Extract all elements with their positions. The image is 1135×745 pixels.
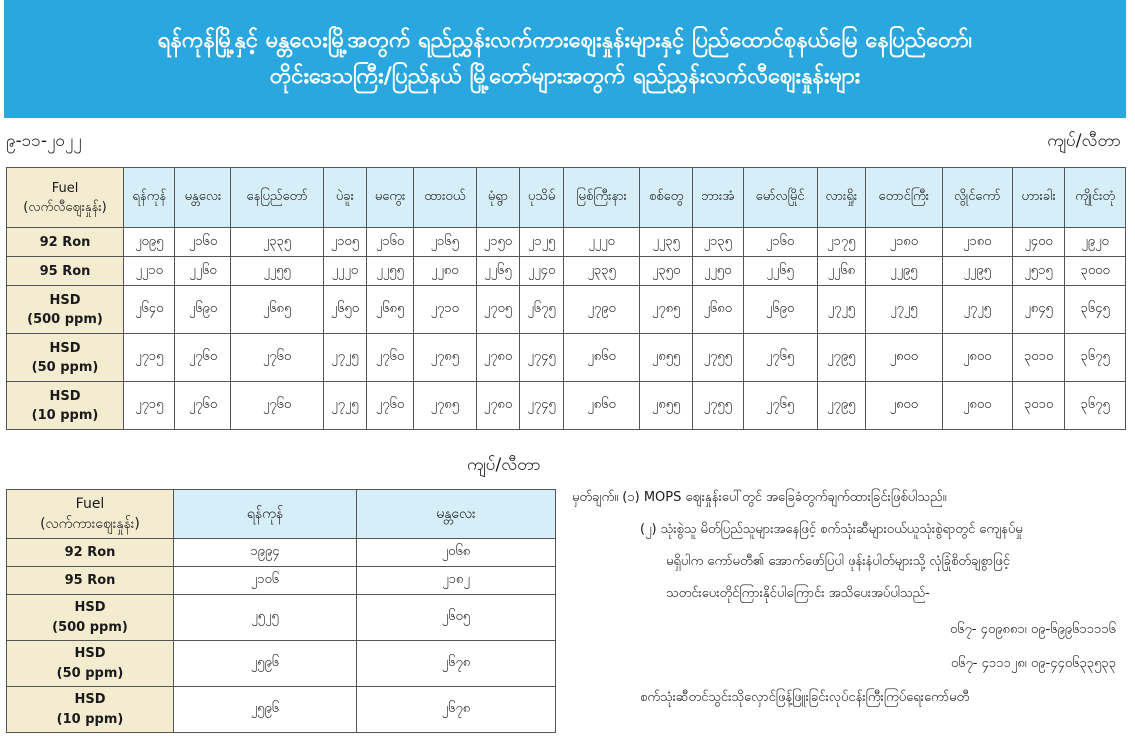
price-cell: ၂၇၅၅ <box>692 382 743 430</box>
fuel-type-grade: (50 ppm) <box>56 665 124 681</box>
price-cell: ၂၂၆၈ <box>817 257 865 286</box>
fuel-type-cell <box>7 334 124 382</box>
price-cell: ၂၇၆၀ <box>367 334 414 382</box>
price-cell: ၂၃၃၅ <box>563 257 640 286</box>
city-header: ဟားခါး <box>1012 168 1064 228</box>
price-cell: ၂၃၃၅ <box>231 228 323 257</box>
city-header: မန္တလေး <box>356 490 555 539</box>
price-cell: ၂၂၆၅ <box>743 257 817 286</box>
price-cell: ၂၇၂၅ <box>323 334 367 382</box>
city-header: မုံရွာ <box>476 168 520 228</box>
price-cell: ၂၀၆၈ <box>356 539 555 567</box>
table-row <box>7 382 1126 430</box>
wholesale-table-body <box>7 539 556 733</box>
price-cell: ၂၂၅၅ <box>367 257 414 286</box>
fuel-type-name: 95 Ron <box>39 263 91 279</box>
wholesale-header-row <box>7 490 556 539</box>
fuel-header-title: Fuel <box>75 496 105 512</box>
price-cell: ၂၃၅၀ <box>640 257 693 286</box>
price-cell: ၂၈၄၅ <box>1012 286 1064 334</box>
price-cell: ၂၇၉၅ <box>817 382 865 430</box>
price-cell: ၂၈၀၀ <box>866 334 942 382</box>
city-header: ရန်ကုန် <box>124 168 175 228</box>
fuel-type-cell <box>7 228 124 257</box>
price-cell: ၂၁၂၅ <box>520 228 564 257</box>
fuel-type-cell <box>7 539 174 567</box>
price-cell: ၂၆၇၈ <box>356 641 555 687</box>
price-cell: ၂၆၈၅ <box>231 286 323 334</box>
fuel-type-name: HSD <box>49 388 81 404</box>
fuel-type-name: HSD <box>49 340 81 356</box>
price-cell: ၂၂၂၀ <box>563 228 640 257</box>
price-cell: ၂၂၄၀ <box>520 257 564 286</box>
price-cell: ၂၅၉၆ <box>174 641 357 687</box>
price-cell: ၂၂၃၅ <box>640 228 693 257</box>
price-cell: ၂၁၈၂ <box>356 567 555 595</box>
price-cell: ၂၅၂၅ <box>174 595 357 641</box>
price-cell: ၂၁၇၅ <box>817 228 865 257</box>
fuel-type-grade: (500 ppm) <box>27 311 103 327</box>
fuel-header <box>7 490 174 539</box>
table-row <box>7 641 556 687</box>
price-cell: ၂၇၈၀ <box>476 382 520 430</box>
price-cell: ၂၁၀၅ <box>323 228 367 257</box>
price-cell: ၂၁၃၅ <box>692 228 743 257</box>
price-cell: ၂၂၉၅ <box>942 257 1012 286</box>
retail-table-body <box>7 228 1126 430</box>
price-cell: ၂၈၆၀ <box>563 334 640 382</box>
price-cell: ၂၈၆၀ <box>563 382 640 430</box>
city-header: စစ်တွေ <box>640 168 693 228</box>
price-cell: ၂၁၆၀ <box>175 228 231 257</box>
price-cell: ၂၇၂၅ <box>866 286 942 334</box>
city-header: မကွေး <box>367 168 414 228</box>
date-label: ၉-၁၁-၂၀၂၂ <box>6 131 82 151</box>
price-cell: ၂၇၄၅ <box>520 334 564 382</box>
price-cell: ၂၉၂၀ <box>1065 228 1126 257</box>
price-cell: ၂၅၁၅ <box>1012 257 1064 286</box>
price-cell: ၂၇၀၅ <box>476 286 520 334</box>
price-cell: ၂၆၈၅ <box>367 286 414 334</box>
price-cell: ၂၇၉၅ <box>817 334 865 382</box>
fuel-type-cell <box>7 595 174 641</box>
price-cell: ၂၂၂၀ <box>323 257 367 286</box>
price-cell: ၂၁၆၀ <box>367 228 414 257</box>
price-cell: ၃၀၁၀ <box>1012 334 1064 382</box>
price-cell: ၂၇၈၅ <box>413 382 476 430</box>
price-cell: ၂၇၅၅ <box>692 334 743 382</box>
price-cell: ၃၀၀၀ <box>1065 257 1126 286</box>
price-cell: ၂၁၅၀ <box>476 228 520 257</box>
price-cell: ၃၆၇၅ <box>1065 334 1126 382</box>
price-cell: ၂၈၀၀ <box>942 382 1012 430</box>
fuel-type-cell <box>7 257 124 286</box>
price-cell: ၂၇၁၅ <box>124 382 175 430</box>
price-cell: ၂၇၂၅ <box>323 382 367 430</box>
price-cell: ၂၁၆၅ <box>413 228 476 257</box>
fuel-type-name: 92 Ron <box>64 544 116 560</box>
wholesale-unit-label: ကျပ်/လီတာ <box>467 455 541 475</box>
price-cell: ၂၇၈၀ <box>476 334 520 382</box>
city-header: ဘားအံ <box>692 168 743 228</box>
price-cell: ၂၇၆၀ <box>367 382 414 430</box>
city-header: တောင်ကြီး <box>866 168 942 228</box>
price-cell: ၂၈၀၀ <box>866 382 942 430</box>
price-cell: ၂၇၆၅ <box>743 334 817 382</box>
retail-header-row <box>7 168 1126 228</box>
retail-price-table <box>6 167 1126 430</box>
fuel-type-name: HSD <box>74 599 106 615</box>
city-header: ကျိုင်းတုံ <box>1065 168 1126 228</box>
price-cell: ၂၇၁၀ <box>413 286 476 334</box>
fuel-header-subtitle: (လက်လီဈေးနှုန်း) <box>23 199 107 215</box>
city-header: မော်လမြိုင် <box>743 168 817 228</box>
city-header: နေပြည်တော် <box>231 168 323 228</box>
fuel-type-grade: (10 ppm) <box>31 407 99 423</box>
price-cell: ၂၂၁၀ <box>124 257 175 286</box>
price-cell: ၂၄၀၀ <box>1012 228 1064 257</box>
banner-title-line2: တိုင်းဒေသကြီး/ပြည်နယ် မြို့တော်များအတွက် ရည်ညွှန်းလက်လီဈေးနှုန်းများ <box>269 64 861 89</box>
note-1: မှတ်ချက်။ (၁) MOPS ဈေးနှုန်းပေါ်တွင် အခြေခံတွက်ချက်ထားခြင်းဖြစ်ပါသည်။ <box>572 490 947 505</box>
price-cell: ၁၉၉၄ <box>174 539 357 567</box>
table-row <box>7 334 1126 382</box>
price-cell: ၂၆၉၀ <box>175 286 231 334</box>
price-cell: ၂၇၉၀ <box>563 286 640 334</box>
city-header: ရန်ကုန် <box>174 490 357 539</box>
fuel-type-grade: (500 ppm) <box>52 619 128 635</box>
phone-numbers: ၀၆၇- ၄၁၁၁၂၈၊ ၀၉-၄၄၀၆၃၃၅၃၃ <box>950 656 1116 671</box>
fuel-type-cell <box>7 286 124 334</box>
price-cell: ၃၆၄၅ <box>1065 286 1126 334</box>
fuel-header <box>7 168 124 228</box>
price-cell: ၂၇၂၅ <box>817 286 865 334</box>
note-2: (၂) သုံးစွဲသူ မိတ်ပြည်သူများအနေဖြင့် စက်သုံးဆီများဝယ်ယူသုံးစွဲရာတွင် ကျေနပ်မှု <box>640 522 1023 537</box>
phone-numbers: ၀၆၇- ၄၀၉၈၈၁၊ ၀၉-၆၉၉၆၁၁၁၁၆ <box>949 622 1116 637</box>
fuel-type-cell <box>7 641 174 687</box>
fuel-type-grade: (10 ppm) <box>56 711 124 727</box>
committee-name: စက်သုံးဆီတင်သွင်းသိုလှောင်ဖြန့်ဖြူးခြင်းလုပ်ငန်းကြီးကြပ်ရေးကော်မတီ <box>640 690 970 705</box>
fuel-type-name: 92 Ron <box>39 234 91 250</box>
price-cell: ၂၂၆၀ <box>175 257 231 286</box>
price-cell: ၂၆၄၀ <box>124 286 175 334</box>
price-cell: ၂၆၉၀ <box>743 286 817 334</box>
table-row <box>7 257 1126 286</box>
price-cell: ၂၁၀၆ <box>174 567 357 595</box>
fuel-type-cell <box>7 382 124 430</box>
table-row <box>7 286 1126 334</box>
price-cell: ၂၈၅၅ <box>640 382 693 430</box>
price-cell: ၂၇၆၀ <box>231 382 323 430</box>
table-row <box>7 567 556 595</box>
price-cell: ၂၀၉၅ <box>124 228 175 257</box>
price-cell: ၂၆၀၅ <box>356 595 555 641</box>
price-cell: ၂၆၈၀ <box>692 286 743 334</box>
fuel-type-name: HSD <box>74 645 106 661</box>
price-cell: ၂၇၆၀ <box>231 334 323 382</box>
price-cell: ၂၆၇၅ <box>520 286 564 334</box>
city-header: ပုသိမ် <box>520 168 564 228</box>
price-cell: ၂၁၈၀ <box>866 228 942 257</box>
note-2-continued: သတင်းပေးတိုင်ကြားနိုင်ပါကြောင်း အသိပေးအပ်ပါသည်- <box>666 586 930 601</box>
table-row <box>7 687 556 733</box>
fuel-type-grade: (50 ppm) <box>31 359 99 375</box>
price-cell: ၂၇၆၀ <box>175 382 231 430</box>
price-cell: ၂၈၀၀ <box>942 334 1012 382</box>
price-cell: ၂၂၆၅ <box>476 257 520 286</box>
price-cell: ၂၇၄၅ <box>520 382 564 430</box>
city-header: ပဲခူး <box>323 168 367 228</box>
price-cell: ၂၇၈၅ <box>640 286 693 334</box>
price-cell: ၃၀၁၀ <box>1012 382 1064 430</box>
price-cell: ၂၁၈၀ <box>942 228 1012 257</box>
note-2-continued: မရှိပါက ကော်မတီ၏ အောက်ဖော်ပြပါ ဖုန်းနံပါတ်များသို့ လုံခြုံစိတ်ချစွာဖြင့် <box>666 554 1010 569</box>
price-cell: ၂၂၉၅ <box>866 257 942 286</box>
wholesale-price-table <box>6 489 556 733</box>
title-banner <box>4 0 1126 118</box>
price-cell: ၃၆၇၅ <box>1065 382 1126 430</box>
table-row <box>7 228 1126 257</box>
fuel-type-name: HSD <box>49 292 81 308</box>
banner-title-line1: ရန်ကုန်မြို့နှင့် မန္တလေးမြို့အတွက် ရည်ညွှန်းလက်ကားဈေးနှုန်းများနှင့် ပြည်ထောင်စုနယ်မြေ နေပြည်တော်၊ <box>157 28 973 53</box>
city-header: ထားဝယ် <box>413 168 476 228</box>
price-cell: ၂၇၆၀ <box>175 334 231 382</box>
city-header: လားရှိုး <box>817 168 865 228</box>
city-header: မန္တလေး <box>175 168 231 228</box>
unit-label: ကျပ်/လီတာ <box>1047 131 1121 151</box>
price-cell: ၂၅၉၆ <box>174 687 357 733</box>
fuel-type-name: 95 Ron <box>64 572 116 588</box>
fuel-type-cell <box>7 567 174 595</box>
price-cell: ၂၂၈၀ <box>413 257 476 286</box>
city-header: မြစ်ကြီးနား <box>563 168 640 228</box>
city-header: လွိုင်ကော် <box>942 168 1012 228</box>
price-cell: ၂၇၁၅ <box>124 334 175 382</box>
price-cell: ၂၂၅၀ <box>692 257 743 286</box>
table-row <box>7 539 556 567</box>
fuel-header-title: Fuel <box>51 180 79 196</box>
fuel-type-cell <box>7 687 174 733</box>
price-cell: ၂၇၆၅ <box>743 382 817 430</box>
price-cell: ၂၂၅၅ <box>231 257 323 286</box>
price-cell: ၂၇၈၅ <box>413 334 476 382</box>
price-cell: ၂၇၂၅ <box>942 286 1012 334</box>
price-cell: ၂၆၇၈ <box>356 687 555 733</box>
price-cell: ၂၆၅၀ <box>323 286 367 334</box>
price-cell: ၂၁၆၀ <box>743 228 817 257</box>
fuel-type-name: HSD <box>74 691 106 707</box>
table-row <box>7 595 556 641</box>
price-cell: ၂၈၅၅ <box>640 334 693 382</box>
fuel-header-subtitle: (လက်ကားဈေးနှုန်း) <box>40 516 140 532</box>
